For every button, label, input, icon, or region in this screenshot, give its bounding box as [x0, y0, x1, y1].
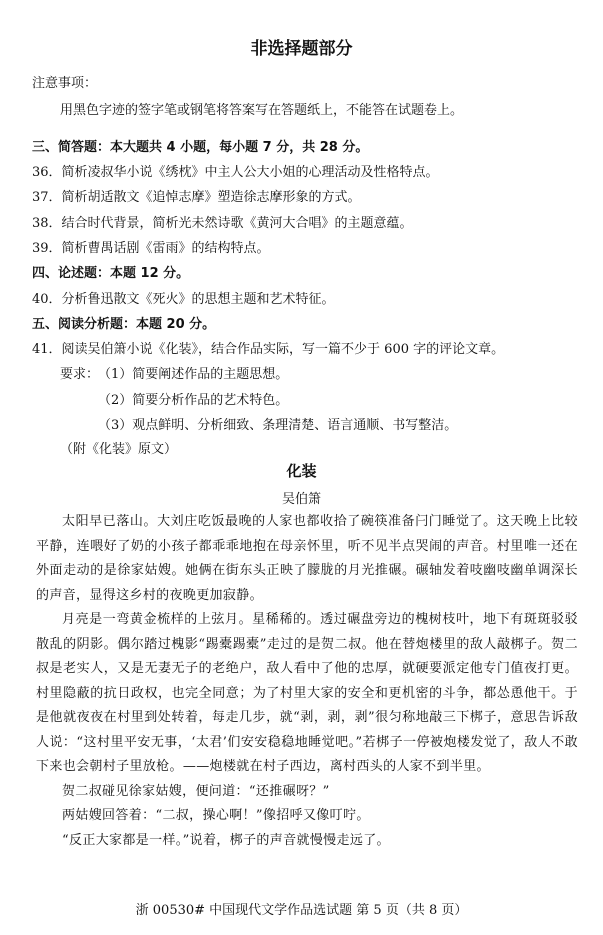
question-37: 37．简析胡适散文《追悼志摩》塑造徐志摩形象的方式。 [32, 190, 361, 205]
requirement-item: （2）简要分析作品的艺术特色。 [98, 393, 289, 408]
essay-body [36, 510, 578, 853]
essay-paragraph: 太阳早已落山。大刘庄吃饭最晚的人家也都收拾了碗筷准备闩门睡觉了。这天晚上比较平静，连喂好了奶的小孩子都乖乖地抱在母亲怀里，听不见半点哭闹的声音。村里唯一还在外面走动的是徐家姑嫂。她俩在街东头正映了朦胧的月光推碾。碾轴发着吱幽吱幽单调深长的声音，显得这乡村的夜晚更加寂静。 [36, 514, 578, 603]
essay-title: 化装 [286, 462, 317, 480]
essay-author: 吴伯箫 [281, 492, 321, 507]
essay-paragraph: 两姑嫂回答着：“二叔，操心啊！”像招呼又像叮咛。 [62, 808, 370, 823]
question-38: 38．结合时代背景，简析光未然诗歌《黄河大合唱》的主题意蕴。 [32, 216, 413, 231]
section-title: 非选择题部分 [250, 39, 353, 59]
notice-heading: 注意事项： [32, 76, 98, 91]
question-36: 36．简析凌叔华小说《绣枕》中主人公大小姐的心理活动及性格特点。 [32, 165, 439, 180]
short-answer-heading: 三、简答题：本大题共 4 小题，每小题 7 分，共 28 分。 [32, 140, 369, 155]
essay-paragraph: 月亮是一弯黄金梳样的上弦月。星稀稀的。透过碾盘旁边的槐树枝叶，地下有斑斑驳驳散乱的阴影。偶尔踏过槐影“踢橐踢橐”走过的是贺二叔。他在替炮楼里的敌人敲梆子。贺二叔是老实人，又是无妻无子的老绝户，敌人看中了他的忠厚，就硬要派定他专门值夜打更。村里隐蔽的抗日政权，也完全同意；为了村里大家的安全和更机密的斗争，都怂恿他干。于是他就夜夜在村里到处转着，每走几步，就“剥，剥，剥”很匀称地敲三下梆子，意思告诉敌人说：“这村里平安无事，‘太君’们安安稳稳地睡觉吧。”若梆子一停被炮楼发觉了，敌人不敢下来也会朝村子里放枪。——炮楼就在村子西边，离村西头的人家不到半里。 [36, 612, 578, 774]
notice-body: 用黑色字迹的签字笔或钢笔将答案写在答题纸上，不能答在试题卷上。 [60, 103, 464, 118]
page-footer: 浙 00530# 中国现代文学作品选试题 第 5 页（共 8 页） [135, 903, 468, 918]
essay-paragraph: “反正大家都是一样。”说着，梆子的声音就慢慢走远了。 [62, 832, 390, 848]
requirements-label: 要求： [60, 367, 100, 382]
question-40: 40．分析鲁迅散文《死火》的思想主题和艺术特征。 [32, 292, 335, 307]
requirement-item: （1）简要阐述作品的主题思想。 [98, 367, 289, 382]
requirement-item: （3）观点鲜明、分析细致、条理清楚、语言通顺、书写整洁。 [98, 418, 458, 433]
attachment-note: （附《化装》原文） [60, 442, 178, 457]
essay-paragraph: 贺二叔碰见徐家姑嫂，便问道：“还推碾呀？” [62, 783, 330, 799]
reading-analysis-heading: 五、阅读分析题：本题 20 分。 [32, 317, 216, 332]
question-41: 41．阅读吴伯箫小说《化装》，结合作品实际，写一篇不少于 600 字的评论文章。 [32, 342, 505, 357]
question-39: 39．简析曹禺话剧《雷雨》的结构特点。 [32, 241, 270, 256]
essay-question-heading: 四、论述题：本题 12 分。 [32, 266, 190, 281]
